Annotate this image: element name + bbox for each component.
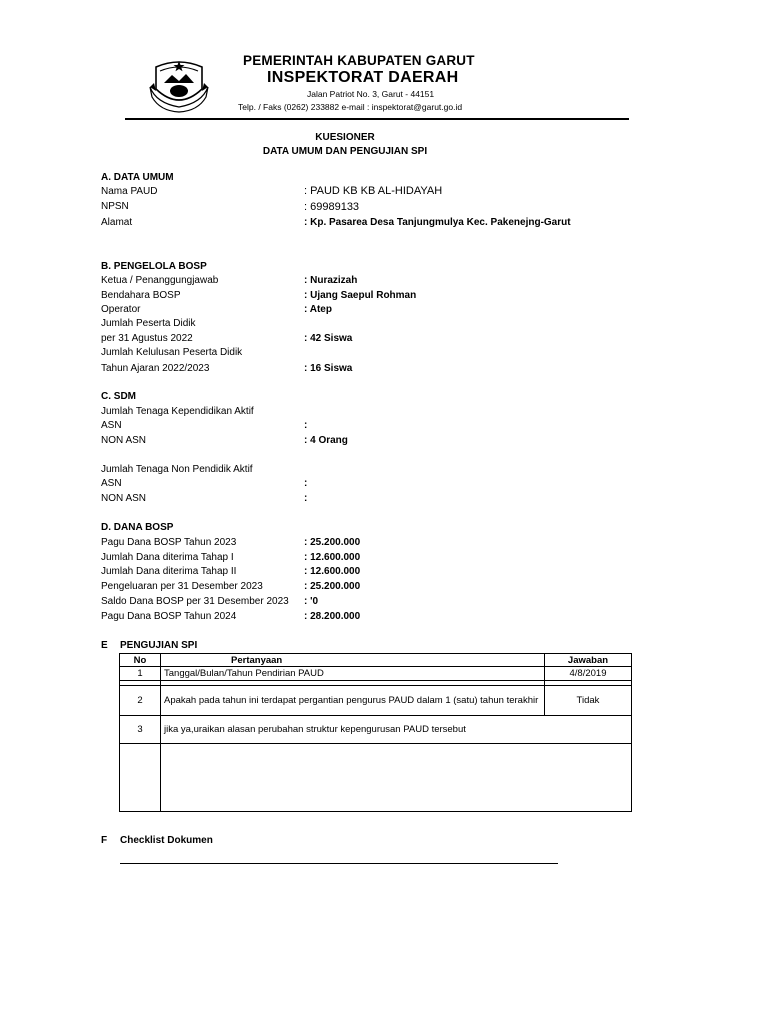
field-value: : 69989133 [304,201,360,213]
field-label: ASN [101,478,122,489]
field-value: : Nurazizah [304,275,358,286]
field-value: : 25.200.000 [304,537,361,548]
field-label: Jumlah Kelulusan Peserta Didik [101,347,243,358]
section-f-letter: F [101,835,108,846]
section-d-heading: D. DANA BOSP [101,522,174,533]
field-label: Ketua / Penanggungjawab [101,275,219,286]
blank-cell [120,744,161,812]
section-a-heading: A. DATA UMUM [101,172,174,183]
field-label: NON ASN [101,435,147,446]
doc-title: KUESIONER [315,132,375,143]
col-answer-header: Jawaban [545,654,632,667]
row-no: 1 [120,667,161,681]
field-label: Jumlah Tenaga Kependidikan Aktif [101,406,254,417]
field-value: : 12.600.000 [304,552,361,563]
row-answer: 4/8/2019 [545,667,632,681]
table-row [120,686,632,716]
section-c-heading: C. SDM [101,391,136,402]
office-contact: Telp. / Faks (0262) 233882 e-mail : inspektorat@garut.go.id [238,102,463,112]
row-question: Apakah pada tahun ini terdapat pergantian pengurus PAUD dalam 1 (satu) tahun terakhir [161,686,545,716]
col-no-header: No [120,654,161,667]
field-value: : 42 Siswa [304,333,353,344]
doc-subtitle: DATA UMUM DAN PENGUJIAN SPI [262,146,428,157]
field-label: Jumlah Dana diterima Tahap I [101,552,234,563]
field-value: : PAUD KB KB AL-HIDAYAH [304,185,443,197]
field-value: : Ujang Saepul Rohman [304,290,417,301]
field-label: Pengeluaran per 31 Desember 2023 [101,581,263,592]
blank-cell [161,744,632,812]
section-e-letter: E [101,640,108,651]
field-label: Jumlah Dana diterima Tahap II [101,566,237,577]
section-f-line [120,863,558,864]
table-header-row [120,654,632,667]
field-label: Bendahara BOSP [101,290,181,301]
field-value: : Atep [304,304,332,315]
section-e-heading: PENGUJIAN SPI [120,640,198,651]
garut-regency-logo [148,53,210,113]
row-no: 2 [120,686,161,716]
field-label: NPSN [101,201,129,212]
field-label: Jumlah Peserta Didik [101,318,196,329]
spi-table [119,653,632,812]
field-label: Tahun Ajaran 2022/2023 [101,363,210,374]
field-value: : [304,478,308,489]
table-row [120,716,632,744]
row-answer: Tidak [545,686,632,716]
field-label: Operator [101,304,141,315]
table-row [120,667,632,681]
field-label: Pagu Dana BOSP Tahun 2024 [101,611,237,622]
field-value: : [304,420,308,431]
row-question: Tanggal/Bulan/Tahun Pendirian PAUD [161,667,545,681]
section-b-heading: B. PENGELOLA BOSP [101,261,207,272]
section-f-heading: Checklist Dokumen [120,835,213,846]
row-no: 3 [120,716,161,744]
field-value: : [304,493,308,504]
field-value: : Kp. Pasarea Desa Tanjungmulya Kec. Pakenejng-Garut [304,217,571,228]
header-divider [125,118,629,120]
field-value: : '0 [304,596,319,607]
field-value: : 16 Siswa [304,363,353,374]
field-label: Jumlah Tenaga Non Pendidik Aktif [101,464,253,475]
col-question-header: Pertanyaan [161,654,545,667]
gov-title: PEMERINTAH KABUPATEN GARUT [243,53,475,68]
field-label: NON ASN [101,493,147,504]
field-value: : 28.200.000 [304,611,361,622]
field-label: Saldo Dana BOSP per 31 Desember 2023 [101,596,289,607]
office-title: INSPEKTORAT DAERAH [267,69,459,86]
field-label: Pagu Dana BOSP Tahun 2023 [101,537,237,548]
row-question: jika ya,uraikan alasan perubahan struktur kepengurusan PAUD tersebut [161,716,632,744]
field-label: per 31 Agustus 2022 [101,333,193,344]
field-value: : 25.200.000 [304,581,361,592]
field-label: Alamat [101,217,133,228]
field-value: : 4 Orang [304,435,348,446]
field-value: : 12.600.000 [304,566,361,577]
table-row-blank [120,744,632,812]
office-address: Jalan Patriot No. 3, Garut - 44151 [307,89,435,99]
field-label: Nama PAUD [101,186,158,197]
field-label: ASN [101,420,122,431]
